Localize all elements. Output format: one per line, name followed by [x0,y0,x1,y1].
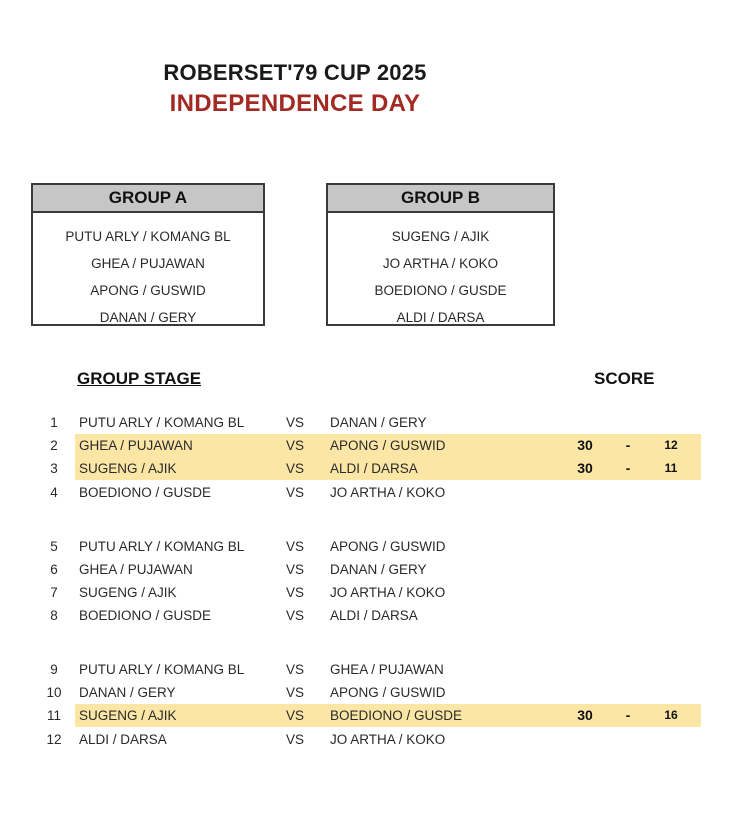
home-team: PUTU ARLY / KOMANG BL [79,539,245,554]
away-team: APONG / GUSWID [330,438,446,453]
group-b-team: SUGENG / AJIK [391,229,490,244]
vs-label: VS [286,438,305,453]
match-number: 11 [46,708,61,723]
away-team: APONG / GUSWID [330,685,446,700]
group-stage-title: GROUP STAGE [77,369,202,388]
vs-label: VS [286,708,305,723]
page-subtitle: INDEPENDENCE DAY [169,90,421,117]
match-row [0,728,750,751]
home-score: 30 [577,437,593,453]
home-score: 30 [577,707,593,723]
group-b-header: GROUP B [328,185,553,213]
group-a-team: DANAN / GERY [99,310,197,325]
match-number: 7 [50,585,58,600]
score-separator: - [625,708,631,723]
group-a-team: PUTU ARLY / KOMANG BL [65,229,231,244]
match-row [0,658,750,681]
match-number: 2 [50,438,58,453]
away-team: DANAN / GERY [330,415,427,430]
match-row [0,704,750,727]
score-separator: - [625,438,631,453]
home-team: GHEA / PUJAWAN [79,562,193,577]
group-a-teams [33,213,263,331]
vs-label: VS [286,539,305,554]
group-b-team: BOEDIONO / GUSDE [374,283,507,298]
match-number: 9 [50,662,58,677]
group-b-team: ALDI / DARSA [396,310,485,325]
vs-label: VS [286,685,305,700]
vs-label: VS [286,585,305,600]
match-number: 4 [50,485,58,500]
match-row [0,535,750,558]
away-score: 11 [664,461,678,475]
match-row [0,581,750,604]
home-team: SUGENG / AJIK [79,585,177,600]
match-number: 6 [50,562,58,577]
home-team: ALDI / DARSA [79,732,167,747]
score-separator: - [625,461,631,476]
home-team: PUTU ARLY / KOMANG BL [79,662,245,677]
group-b-team: JO ARTHA / KOKO [382,256,499,271]
match-number: 12 [46,732,62,747]
group-a-team: GHEA / PUJAWAN [91,256,205,271]
home-team: GHEA / PUJAWAN [79,438,193,453]
match-row [0,681,750,704]
away-score: 12 [664,438,678,452]
away-team: JO ARTHA / KOKO [330,485,446,500]
home-team: BOEDIONO / GUSDE [79,608,212,623]
away-team: DANAN / GERY [330,562,427,577]
away-team: BOEDIONO / GUSDE [330,708,463,723]
away-team: APONG / GUSWID [330,539,446,554]
away-team: ALDI / DARSA [330,608,418,623]
match-row [0,411,750,434]
away-team: GHEA / PUJAWAN [330,662,444,677]
vs-label: VS [286,415,305,430]
home-team: PUTU ARLY / KOMANG BL [79,415,245,430]
vs-label: VS [286,562,305,577]
group-b-teams [328,213,553,331]
group-a-header: GROUP A [33,185,263,213]
away-team: ALDI / DARSA [330,461,418,476]
match-row [0,434,750,457]
away-score: 16 [664,708,678,722]
match-number: 5 [50,539,58,554]
group-b-box [326,183,555,326]
match-number: 3 [50,461,58,476]
home-team: SUGENG / AJIK [79,461,177,476]
score-header: SCORE [594,369,655,388]
home-team: BOEDIONO / GUSDE [79,485,212,500]
home-score: 30 [577,460,593,476]
match-number: 10 [46,685,62,700]
vs-label: VS [286,485,305,500]
away-team: JO ARTHA / KOKO [330,585,446,600]
home-team: SUGENG / AJIK [79,708,177,723]
page-title: ROBERSET'79 CUP 2025 [163,60,427,85]
match-number: 1 [50,415,58,430]
vs-label: VS [286,662,305,677]
match-row [0,604,750,627]
vs-label: VS [286,608,305,623]
match-number: 8 [50,608,58,623]
match-row [0,457,750,480]
away-team: JO ARTHA / KOKO [330,732,446,747]
home-team: DANAN / GERY [79,685,176,700]
group-a-team: APONG / GUSWID [90,283,206,298]
match-row [0,558,750,581]
vs-label: VS [286,461,305,476]
match-row [0,481,750,504]
vs-label: VS [286,732,305,747]
group-a-box [31,183,265,326]
